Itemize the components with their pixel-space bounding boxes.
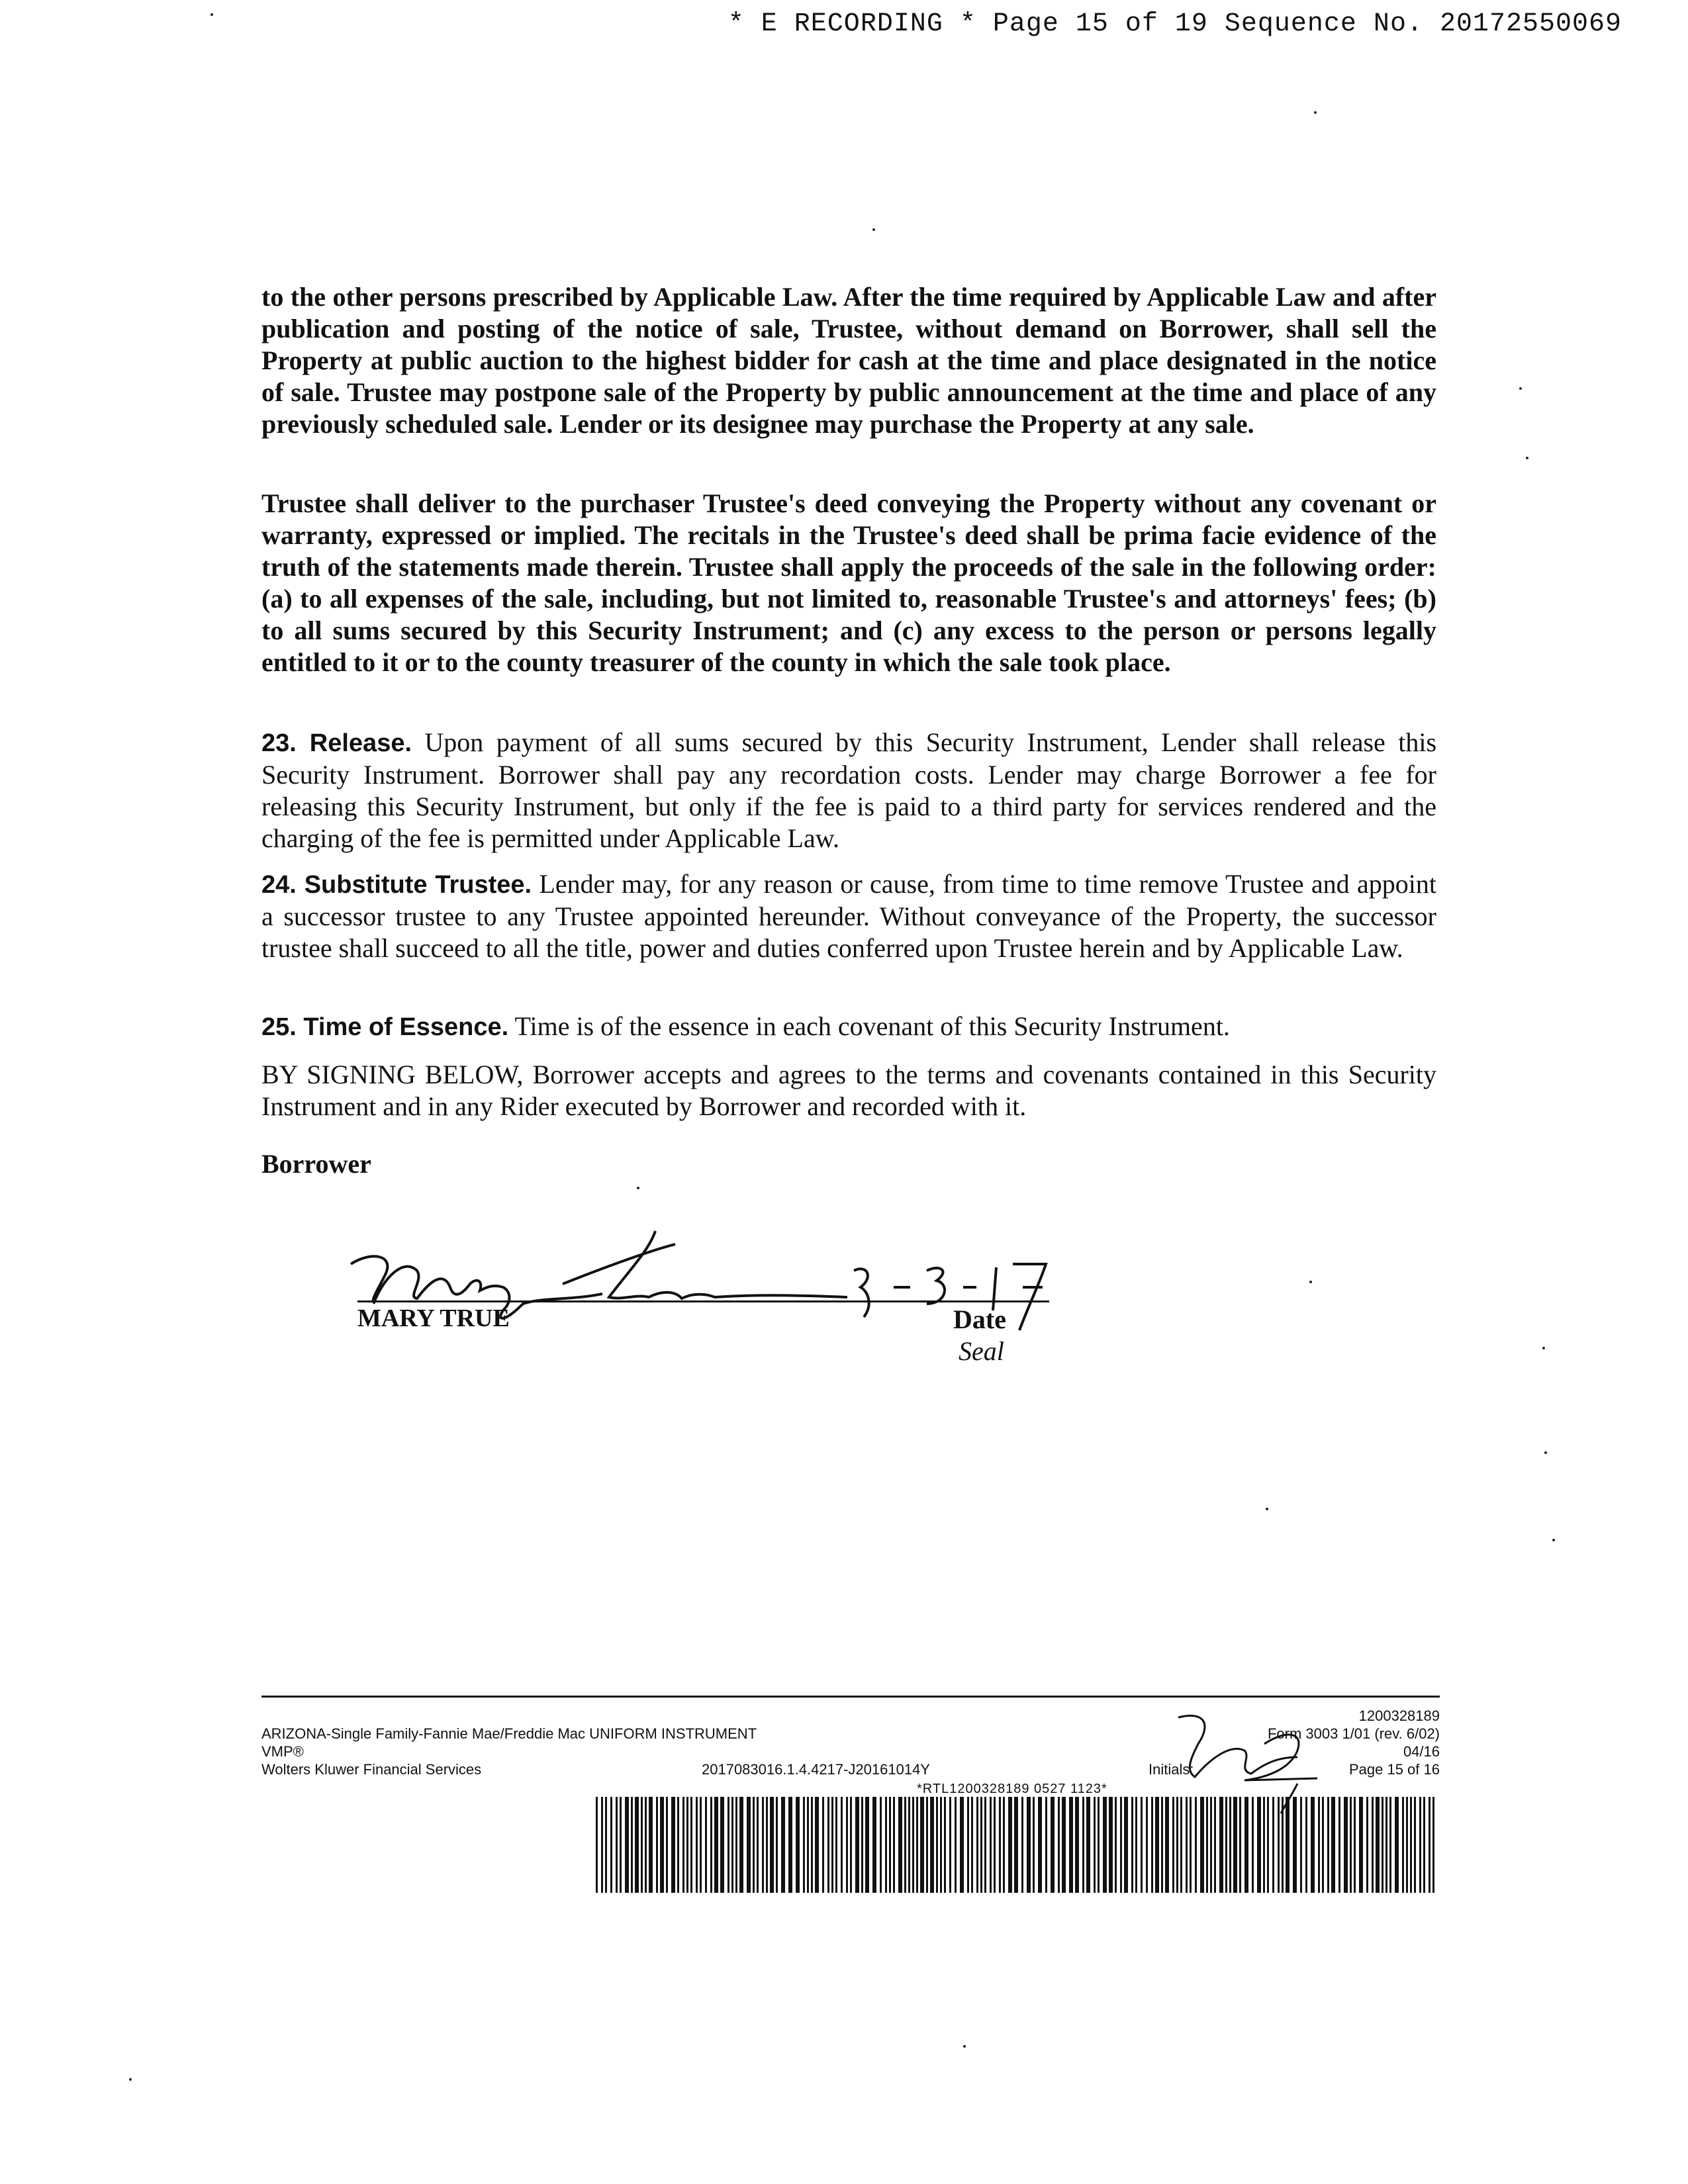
barcode-bar bbox=[841, 1797, 843, 1893]
barcode-bar bbox=[1176, 1797, 1178, 1893]
barcode-bar bbox=[889, 1797, 891, 1893]
barcode-bar bbox=[1075, 1797, 1079, 1893]
trustee-deed-paragraph: Trustee shall deliver to the purchaser Trustee's deed conveying the Property without any covenant or warranty, expressed or implied. The recitals in the Trustee's deed shall be prima facie evidence of the truth of the statements made therein. Trustee shall apply the proceeds of the sale in the following order: (a) to all expenses of the sale, including, but not limited to, reasonable Trustee's and attorneys' fees; (b) to all sums secured by this Security Instrument; and (c) any excess to the person or persons legally entitled to it or to the county treasurer of the county in which the sale took place. bbox=[261, 488, 1436, 677]
barcode-bar bbox=[757, 1797, 759, 1893]
barcode-bar bbox=[1172, 1797, 1174, 1893]
section-substitute-trustee-heading: 24. Substitute Trustee. bbox=[261, 871, 532, 899]
section-time-of-essence-text: Time is of the essence in each covenant of this Security Instrument. bbox=[514, 1011, 1230, 1041]
signing-statement: BY SIGNING BELOW, Borrower accepts and agrees to the terms and covenants contained in this Security Instrument and in any Rider executed by Borrower and recorded with it. bbox=[261, 1060, 1436, 1121]
scan-speck bbox=[1544, 1451, 1547, 1454]
barcode-bar bbox=[720, 1797, 724, 1893]
section-time-of-essence-heading: 25. Time of Essence. bbox=[261, 1013, 509, 1041]
company-name: Wolters Kluwer Financial Services bbox=[261, 1761, 482, 1778]
barcode-bar bbox=[1014, 1797, 1018, 1893]
barcode-bar bbox=[1195, 1797, 1197, 1893]
barcode-bar bbox=[1214, 1797, 1216, 1893]
barcode-bar bbox=[898, 1797, 902, 1893]
barcode-bar bbox=[671, 1797, 675, 1893]
barcode-bar bbox=[705, 1797, 707, 1893]
barcode-bar bbox=[936, 1797, 938, 1893]
barcode-bar bbox=[960, 1797, 964, 1893]
barcode-bar bbox=[1165, 1797, 1169, 1893]
barcode-bar bbox=[811, 1797, 813, 1893]
barcode-bar bbox=[796, 1797, 800, 1893]
barcode-bar bbox=[690, 1797, 692, 1893]
barcode-bar bbox=[1069, 1797, 1073, 1893]
barcode-bar bbox=[1103, 1797, 1107, 1893]
barcode-bar bbox=[1239, 1797, 1241, 1893]
barcode-bar bbox=[1098, 1797, 1100, 1893]
document-id: 2017083016.1.4.4217-J20161014Y bbox=[702, 1761, 930, 1778]
barcode-bar bbox=[700, 1797, 702, 1893]
barcode-bar bbox=[1151, 1797, 1153, 1893]
barcode-bar bbox=[1318, 1797, 1320, 1893]
barcode-bar bbox=[1161, 1797, 1163, 1893]
barcode-bar bbox=[831, 1797, 833, 1893]
seal-label: Seal bbox=[959, 1336, 1004, 1366]
barcode-bar bbox=[781, 1797, 785, 1893]
barcode-bar bbox=[1038, 1797, 1042, 1893]
barcode-bar bbox=[916, 1797, 918, 1893]
barcode-bar bbox=[930, 1797, 934, 1893]
barcode-bar bbox=[1062, 1797, 1066, 1893]
barcode-bar bbox=[855, 1797, 859, 1893]
barcode-bar bbox=[1244, 1797, 1248, 1893]
barcode-bar bbox=[610, 1797, 612, 1893]
loan-number: 1200328189 bbox=[1358, 1707, 1440, 1724]
barcode-bar bbox=[660, 1797, 664, 1893]
barcode-bar bbox=[967, 1797, 969, 1893]
barcode-bar bbox=[601, 1797, 603, 1893]
barcode-bar bbox=[880, 1797, 882, 1893]
barcode-bar bbox=[815, 1797, 819, 1893]
borrower-signature bbox=[344, 1224, 1139, 1357]
barcode-bar bbox=[1225, 1797, 1227, 1893]
barcode-bar bbox=[1033, 1797, 1035, 1893]
barcode-bar bbox=[1406, 1797, 1408, 1893]
barcode-bar bbox=[1300, 1797, 1302, 1893]
barcode-bar bbox=[747, 1797, 751, 1893]
barcode-bar bbox=[1429, 1797, 1430, 1893]
barcode-bar bbox=[714, 1797, 718, 1893]
barcode-bar bbox=[1354, 1797, 1356, 1893]
barcode-bar bbox=[1045, 1797, 1047, 1893]
barcode-bar bbox=[1124, 1797, 1128, 1893]
barcode-bar bbox=[1120, 1797, 1122, 1893]
initials-label: Initials: bbox=[1149, 1761, 1194, 1778]
scan-speck bbox=[211, 13, 213, 16]
barcode-bar bbox=[1233, 1797, 1237, 1893]
barcode-bar bbox=[984, 1797, 986, 1893]
scan-speck bbox=[872, 228, 875, 231]
barcode-bar bbox=[893, 1797, 895, 1893]
section-substitute-trustee-text: Lender may, for any reason or cause, from time to time remove Trustee and appoint a successor trustee to any Trustee appointed hereunder. Without conveyance of the Property, the successor trustee shall succeed to all the title, power and duties conferred upon Trustee herein and by Applicable Law. bbox=[261, 869, 1436, 963]
barcode-bar bbox=[926, 1797, 928, 1893]
barcode-bar bbox=[1382, 1797, 1383, 1893]
barcode-bar bbox=[1432, 1797, 1434, 1893]
barcode-bar bbox=[1305, 1797, 1307, 1893]
barcode-bar bbox=[682, 1797, 684, 1893]
barcode-bar bbox=[1135, 1797, 1137, 1893]
barcode-bar bbox=[1311, 1797, 1315, 1893]
page-number: Page 15 of 16 bbox=[1348, 1761, 1440, 1778]
barcode-bar bbox=[865, 1797, 869, 1893]
section-release bbox=[261, 727, 1436, 854]
barcode-bar bbox=[912, 1797, 914, 1893]
scan-speck bbox=[1519, 387, 1522, 390]
barcode-bar bbox=[727, 1797, 729, 1893]
barcode-bar bbox=[1021, 1797, 1023, 1893]
barcode-bar bbox=[776, 1797, 778, 1893]
barcode-bar bbox=[999, 1797, 1001, 1893]
barcode-bar bbox=[1141, 1797, 1143, 1893]
barcode-bar bbox=[846, 1797, 848, 1893]
barcode-bar bbox=[631, 1797, 633, 1893]
foreclosure-sale-paragraph: to the other persons prescribed by Applicable Law. After the time required by Applicable Law and after publication and posting of the notice of sale, Trustee, without demand on Borrower, shall sell the Property at public auction to the highest bidder for cash at the time and place designated in the notice of sale. Trustee may postpone sale of the Property by public announcement at the time and place of any previously scheduled sale. Lender or its designee may purchase the Property at any sale. bbox=[261, 282, 1436, 439]
barcode-bar bbox=[872, 1797, 876, 1893]
barcode-bar bbox=[908, 1797, 910, 1893]
barcode-bar bbox=[1350, 1797, 1352, 1893]
barcode-bar bbox=[788, 1797, 792, 1893]
barcode-bar bbox=[861, 1797, 863, 1893]
barcode-bar bbox=[1419, 1797, 1421, 1893]
barcode-bar bbox=[1109, 1797, 1113, 1893]
scan-speck bbox=[1266, 1508, 1268, 1510]
barcode-bar bbox=[1263, 1797, 1265, 1893]
barcode-bar bbox=[710, 1797, 712, 1893]
barcode-bar bbox=[686, 1797, 688, 1893]
barcode-bar bbox=[625, 1797, 629, 1893]
barcode-bar bbox=[1278, 1797, 1280, 1893]
vmp-label: VMP® bbox=[261, 1743, 304, 1760]
barcode-bar bbox=[656, 1797, 658, 1893]
barcode-bar bbox=[1186, 1797, 1188, 1893]
barcode-bar bbox=[803, 1797, 805, 1893]
barcode-bar bbox=[1229, 1797, 1231, 1893]
barcode-bar bbox=[666, 1797, 668, 1893]
barcode-bar bbox=[949, 1797, 951, 1893]
barcode-bar bbox=[822, 1797, 824, 1893]
barcode-bar bbox=[904, 1797, 906, 1893]
barcode-bar bbox=[940, 1797, 942, 1893]
barcode-bar bbox=[994, 1797, 996, 1893]
barcode-bar bbox=[1267, 1797, 1269, 1893]
scan-speck bbox=[1309, 1281, 1312, 1283]
borrower-label: Borrower bbox=[261, 1149, 371, 1179]
barcode-bar bbox=[1008, 1797, 1012, 1893]
scan-speck bbox=[1526, 457, 1528, 459]
barcode-bar bbox=[1086, 1797, 1090, 1893]
barcode-bar bbox=[696, 1797, 698, 1893]
barcode-bar bbox=[1051, 1797, 1055, 1893]
barcode-bar bbox=[1286, 1797, 1289, 1893]
barcode-bar bbox=[739, 1797, 743, 1893]
barcode-bar bbox=[1395, 1797, 1399, 1893]
recording-header: * E RECORDING * Page 15 of 19 Sequence No. 20172550069 bbox=[727, 9, 1622, 39]
barcode-bar bbox=[1219, 1797, 1223, 1893]
barcode-bar bbox=[1257, 1797, 1261, 1893]
barcode-bar bbox=[677, 1797, 679, 1893]
barcode-bar bbox=[1402, 1797, 1404, 1893]
barcode-bar bbox=[1372, 1797, 1374, 1893]
barcode-bar bbox=[1094, 1797, 1096, 1893]
form-number: Form 3003 1/01 (rev. 6/02) bbox=[1267, 1725, 1440, 1742]
barcode-bar bbox=[1366, 1797, 1368, 1893]
scan-speck bbox=[1552, 1539, 1555, 1541]
instrument-title: ARIZONA-Single Family-Fannie Mae/Freddie Mac UNIFORM INSTRUMENT bbox=[261, 1725, 757, 1742]
barcode-bar bbox=[1423, 1797, 1425, 1893]
barcode-bar bbox=[1414, 1797, 1416, 1893]
barcode-bar bbox=[1376, 1797, 1380, 1893]
barcode-bar bbox=[885, 1797, 887, 1893]
section-substitute-trustee bbox=[261, 868, 1436, 964]
barcode-bar bbox=[1344, 1797, 1348, 1893]
barcode-bar bbox=[1003, 1797, 1005, 1893]
barcode-bar bbox=[1338, 1797, 1340, 1893]
section-time-of-essence bbox=[261, 1011, 1436, 1043]
barcode-bar bbox=[850, 1797, 852, 1893]
barcode-bar bbox=[980, 1797, 982, 1893]
barcode-bar bbox=[1206, 1797, 1208, 1893]
footer-divider bbox=[261, 1696, 1440, 1698]
barcode-bar bbox=[731, 1797, 733, 1893]
section-release-text: Upon payment of all sums secured by this Security Instrument, Lender shall release this Security Instrument. Borrower shall pay any recordation costs. Lender may charge Borrower a fee for releasing this Security Instrument, but only if the fee is paid to a third party for services rendered and the charging of the fee is permitted under Applicable Law. bbox=[261, 727, 1437, 853]
barcode-bar bbox=[1155, 1797, 1159, 1893]
barcode-bar bbox=[649, 1797, 653, 1893]
barcode-bar bbox=[1272, 1797, 1274, 1893]
barcode-bar bbox=[1327, 1797, 1329, 1893]
barcode-bar bbox=[944, 1797, 946, 1893]
barcode-bar bbox=[1027, 1797, 1031, 1893]
scan-speck bbox=[963, 2045, 966, 2048]
signer-name: MARY TRUE bbox=[357, 1304, 510, 1332]
barcode-bar bbox=[976, 1797, 978, 1893]
barcode-bar bbox=[827, 1797, 829, 1893]
barcode-bar bbox=[1180, 1797, 1182, 1893]
barcode-bar bbox=[1131, 1797, 1133, 1893]
barcode-bar bbox=[990, 1797, 992, 1893]
barcode-bar bbox=[1331, 1797, 1335, 1893]
section-release-heading: 23. Release. bbox=[261, 729, 412, 757]
barcode-bar bbox=[645, 1797, 647, 1893]
barcode-bar bbox=[1082, 1797, 1084, 1893]
barcode-bar bbox=[735, 1797, 737, 1893]
barcode-bar bbox=[920, 1797, 924, 1893]
barcode-bar bbox=[1252, 1797, 1254, 1893]
barcode-bar bbox=[835, 1797, 837, 1893]
scan-speck bbox=[129, 2078, 132, 2081]
barcode-bar bbox=[807, 1797, 809, 1893]
barcode-bar bbox=[971, 1797, 973, 1893]
barcode bbox=[596, 1797, 1440, 1893]
barcode-bar bbox=[1146, 1797, 1148, 1893]
barcode-bar bbox=[635, 1797, 639, 1893]
form-date: 04/16 bbox=[1403, 1743, 1440, 1760]
barcode-bar bbox=[770, 1797, 774, 1893]
barcode-bar bbox=[1385, 1797, 1387, 1893]
barcode-bar bbox=[955, 1797, 957, 1893]
barcode-bar bbox=[605, 1797, 607, 1893]
barcode-bar bbox=[1322, 1797, 1324, 1893]
barcode-bar bbox=[596, 1797, 598, 1893]
scan-speck bbox=[637, 1187, 639, 1189]
barcode-bar bbox=[1200, 1797, 1204, 1893]
barcode-bar bbox=[641, 1797, 643, 1893]
barcode-bar bbox=[766, 1797, 768, 1893]
barcode-bar bbox=[1190, 1797, 1192, 1893]
scan-speck bbox=[1314, 111, 1317, 114]
barcode-bar bbox=[1389, 1797, 1391, 1893]
barcode-bar bbox=[620, 1797, 622, 1893]
barcode-bar bbox=[1282, 1797, 1284, 1893]
date-label: Date bbox=[953, 1304, 1006, 1334]
barcode-text: *RTL1200328189 0527 1123* bbox=[917, 1782, 1107, 1796]
barcode-bar bbox=[1359, 1797, 1363, 1893]
barcode-bar bbox=[1058, 1797, 1060, 1893]
barcode-bar bbox=[753, 1797, 755, 1893]
barcode-bar bbox=[1115, 1797, 1117, 1893]
scan-speck bbox=[1542, 1347, 1545, 1349]
barcode-bar bbox=[616, 1797, 618, 1893]
barcode-bar bbox=[762, 1797, 764, 1893]
barcode-bar bbox=[1210, 1797, 1212, 1893]
barcode-bar bbox=[1410, 1797, 1412, 1893]
barcode-bar bbox=[1293, 1797, 1297, 1893]
signature-line bbox=[357, 1300, 1049, 1302]
